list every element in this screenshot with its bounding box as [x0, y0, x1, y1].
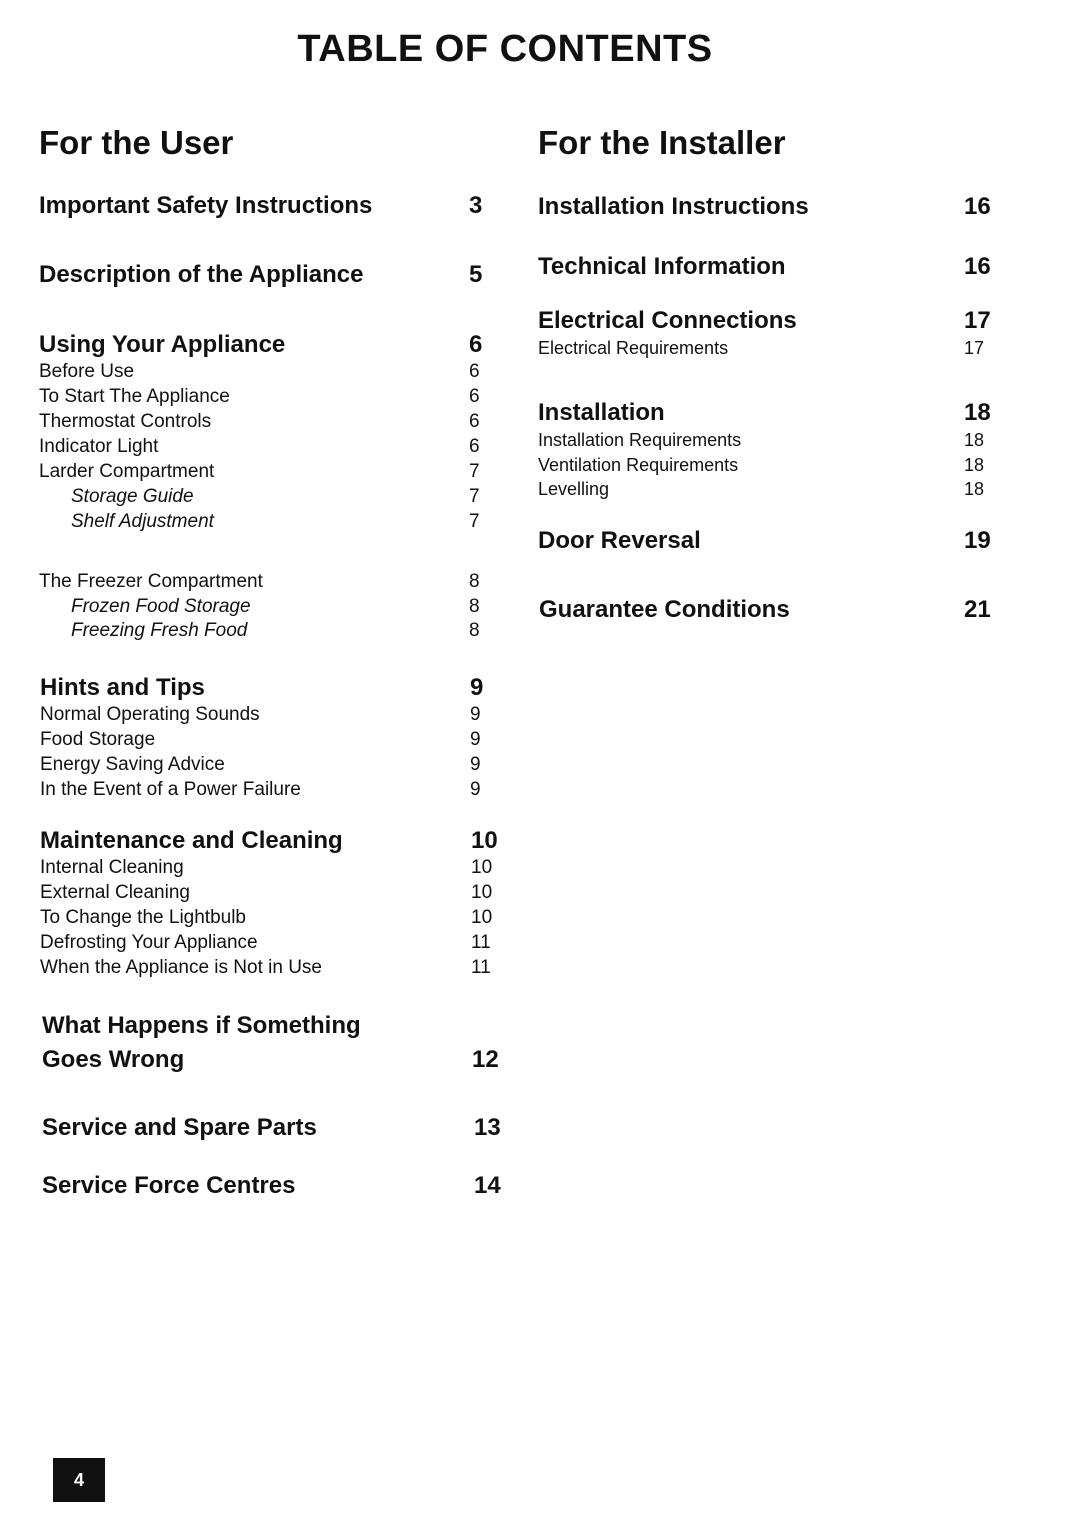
- toc-entry-label: Installation Requirements: [538, 430, 742, 450]
- toc-subentry[interactable]: [40, 907, 510, 931]
- toc-entry-label: Freezing Fresh Food: [71, 620, 248, 641]
- page-number-badge: 4: [53, 1458, 105, 1502]
- toc-subentry-italic[interactable]: [39, 486, 499, 510]
- installer-column-heading: For the Installer: [538, 124, 786, 161]
- toc-entry[interactable]: [39, 261, 499, 291]
- toc-entry[interactable]: [539, 596, 999, 626]
- toc-subentry[interactable]: [40, 957, 510, 981]
- toc-entry-page: 18: [964, 479, 985, 499]
- toc-entry-page: 10: [471, 907, 493, 928]
- toc-subentry[interactable]: [538, 338, 998, 362]
- toc-subentry[interactable]: [40, 729, 500, 753]
- toc-entry-page: 9: [470, 704, 481, 725]
- toc-entry-page: 8: [469, 620, 480, 641]
- toc-subentry[interactable]: [538, 479, 998, 503]
- toc-entry-page: 17: [964, 338, 985, 358]
- toc-entry-label: Storage Guide: [71, 486, 194, 507]
- toc-entry[interactable]: [39, 192, 499, 222]
- toc-entry-page: 3: [469, 192, 483, 219]
- toc-entry-label: Frozen Food Storage: [71, 596, 251, 617]
- toc-entry-page: 11: [471, 957, 491, 978]
- page-title: TABLE OF CONTENTS: [297, 28, 713, 70]
- toc-entry-label: Important Safety Instructions: [39, 192, 373, 219]
- toc-entry[interactable]: [42, 1114, 512, 1144]
- toc-subentry[interactable]: [39, 436, 499, 460]
- toc-entry-label: Using Your Appliance: [39, 331, 286, 358]
- toc-entry-page: 9: [470, 729, 481, 750]
- toc-entry-page: 14: [474, 1172, 501, 1199]
- toc-entry-label: Shelf Adjustment: [71, 511, 214, 532]
- toc-entry-label: Electrical Connections: [538, 307, 797, 334]
- toc-subentry-italic[interactable]: [39, 511, 499, 535]
- toc-entry-label: External Cleaning: [40, 882, 190, 903]
- toc-entry-page: 10: [471, 827, 498, 854]
- toc-entry[interactable]: [40, 827, 510, 857]
- user-column-heading: For the User: [39, 124, 234, 161]
- toc-subentry[interactable]: [40, 932, 510, 956]
- toc-entry-page: 10: [471, 882, 493, 903]
- toc-entry-label: Maintenance and Cleaning: [40, 827, 343, 854]
- toc-entry[interactable]: [39, 331, 499, 361]
- toc-entry-label: Internal Cleaning: [40, 857, 184, 878]
- toc-entry[interactable]: [538, 307, 998, 337]
- toc-entry-page: 8: [469, 596, 480, 617]
- toc-entry-label: When the Appliance is Not in Use: [40, 957, 322, 978]
- toc-entry-page: 6: [469, 386, 480, 407]
- toc-subentry[interactable]: [40, 857, 510, 881]
- toc-entry-page: 9: [470, 779, 481, 800]
- toc-entry-label: Food Storage: [40, 729, 156, 750]
- toc-entry-label: Installation Instructions: [538, 193, 809, 220]
- toc-entry-page: 18: [964, 430, 985, 450]
- toc-entry-label: What Happens if Something: [42, 1012, 361, 1039]
- toc-subentry[interactable]: [40, 754, 500, 778]
- toc-entry-page: 18: [964, 455, 985, 475]
- toc-entry-label: Technical Information: [538, 253, 786, 280]
- toc-entry[interactable]: [42, 1012, 512, 1042]
- toc-entry[interactable]: [40, 674, 500, 704]
- toc-subentry[interactable]: [40, 882, 510, 906]
- toc-entry-page: 10: [471, 857, 493, 878]
- toc-entry-label: Levelling: [538, 479, 610, 499]
- toc-entry-label: Energy Saving Advice: [40, 754, 225, 775]
- toc-entry-page: 7: [469, 486, 480, 507]
- toc-entry-label: The Freezer Compartment: [39, 571, 263, 592]
- toc-subentry-italic[interactable]: [39, 596, 499, 620]
- toc-entry-label: Service and Spare Parts: [42, 1114, 317, 1141]
- toc-entry-label: To Change the Lightbulb: [40, 907, 246, 928]
- toc-entry-page: 11: [471, 932, 491, 953]
- toc-entry-page: 21: [964, 596, 991, 623]
- toc-entry-label: Door Reversal: [538, 527, 701, 554]
- toc-subentry[interactable]: [39, 461, 499, 485]
- toc-entry-page: 12: [472, 1046, 499, 1073]
- toc-entry-label: Larder Compartment: [39, 461, 215, 482]
- toc-entry-label: In the Event of a Power Failure: [40, 779, 301, 800]
- toc-entry-page: 16: [964, 253, 991, 280]
- toc-entry[interactable]: [538, 253, 998, 283]
- toc-entry-label: Electrical Requirements: [538, 338, 729, 358]
- toc-entry-page: 13: [474, 1114, 501, 1141]
- toc-entry-page: 5: [469, 261, 483, 288]
- toc-entry-label: To Start The Appliance: [39, 386, 230, 407]
- toc-entry-page: 19: [964, 527, 991, 554]
- toc-subentry[interactable]: [40, 779, 500, 803]
- toc-subentry-italic[interactable]: [39, 620, 499, 644]
- toc-subentry[interactable]: [39, 361, 499, 385]
- toc-subentry[interactable]: [538, 455, 998, 479]
- toc-entry-page: 6: [469, 361, 480, 382]
- toc-subentry[interactable]: [40, 704, 500, 728]
- toc-entry-page: 6: [469, 436, 480, 457]
- toc-entry-label: Defrosting Your Appliance: [40, 932, 258, 953]
- toc-entry-label: Description of the Appliance: [39, 261, 364, 288]
- toc-entry-label: Installation: [538, 399, 665, 426]
- toc-entry-label: Ventilation Requirements: [538, 455, 739, 475]
- toc-entry-page: 18: [964, 399, 991, 426]
- toc-entry[interactable]: [538, 399, 998, 429]
- toc-entry-page: 9: [470, 754, 481, 775]
- toc-entry-label: Goes Wrong: [42, 1046, 185, 1073]
- toc-entry-page: 6: [469, 411, 480, 432]
- toc-entry[interactable]: [42, 1172, 512, 1202]
- toc-entry-label: Thermostat Controls: [39, 411, 212, 432]
- toc-entry[interactable]: [538, 527, 998, 557]
- toc-entry-label: Service Force Centres: [42, 1172, 296, 1199]
- toc-entry-label: Indicator Light: [39, 436, 159, 457]
- toc-subentry[interactable]: [39, 386, 499, 410]
- toc-entry-page: 9: [470, 674, 484, 701]
- toc-entry-page: 17: [964, 307, 991, 334]
- toc-entry-page: 7: [469, 461, 480, 482]
- toc-entry-page: 6: [469, 331, 483, 358]
- toc-entry[interactable]: [42, 1046, 512, 1076]
- toc-entry[interactable]: [538, 193, 998, 223]
- toc-subentry[interactable]: [39, 571, 499, 595]
- toc-subentry[interactable]: [39, 411, 499, 435]
- toc-entry-page: 16: [964, 193, 991, 220]
- toc-entry-page: 8: [469, 571, 480, 592]
- toc-entry-label: Guarantee Conditions: [539, 596, 790, 623]
- toc-entry-label: Before Use: [39, 361, 135, 382]
- toc-subentry[interactable]: [538, 430, 998, 454]
- toc-entry-label: Normal Operating Sounds: [40, 704, 260, 725]
- toc-entry-label: Hints and Tips: [40, 674, 205, 701]
- toc-entry-page: 7: [469, 511, 480, 532]
